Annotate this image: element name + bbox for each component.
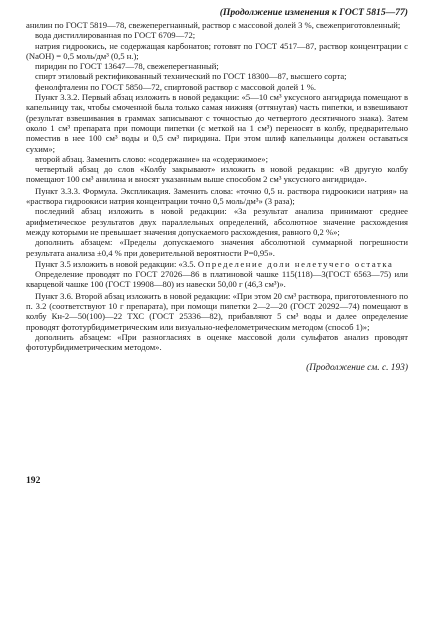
paragraph-second-abzac: второй абзац. Заменить слово: «содержание» на «содержимое»; [35, 153, 268, 164]
paragraph-residue-method: Определение проводят по ГОСТ 27026—86 в платиновой чашке 115(118)—3(ГОСТ 6563—75) или кварцевой чашке 100 (ГОСТ 19908—80) из навески 50,00 г (46,3 см³)». [26, 269, 408, 290]
continuation-note: (Продолжение см. с. 193) [306, 362, 408, 373]
paragraph-ethanol: спирт этиловый ректификованный технический по ГОСТ 18300—87, высшего сорта; [35, 71, 347, 82]
page-number: 192 [26, 475, 41, 486]
paragraph-item-3-6: Пункт 3.6. Второй абзац изложить в новой редакции: «При этом 20 см³ раствора, приготовленного по п. 3.2 (соответствуют 10 г препарата), при помощи пипетки 2—2—20 (ГОСТ 20292—74) помещают в колбу Кн-2—50(100)—22 ТХС (ГОСТ 25336—82), прибавляют 5 см³ воды и далее определение проводят фототурбидиметрическим или визуально-нефелометрическим методом (способ 1)»; [26, 290, 408, 332]
paragraph-item-3-3-2: Пункт 3.3.2. Первый абзац изложить в новой редакции: «5—10 см³ уксусного ангидрида помещают в капельницу так, чтобы смоченной была только самая нижняя (оттянутая) часть пипетки, и взвешивают (результат взвешивания в граммах записывают с точностью до четвертого десятичного знака). Затем около 1 см³ препарата при помощи пипетки (с меткой на 1 см³) переносят в колбу, предварительно поместив в нее 100 см³ воды и 0,5 см³ пиридина. При этом шлиф капельницы должен оставаться сухим»; [26, 92, 408, 154]
paragraph-aniline: анилин по ГОСТ 5819—78, свежеперегнанный, раствор с массовой долей 3 %, свежеприготовленный; [26, 20, 401, 30]
paragraph-water: вода дистиллированная по ГОСТ 6709—72; [35, 30, 196, 41]
paragraph-item-3-5 [26, 259, 408, 269]
running-header: (Продолжение изменения к ГОСТ 5815—77) [219, 7, 408, 18]
item-3-5-heading: Определение доли нелетучего остатка [197, 258, 394, 269]
paragraph-sulfate-dispute: дополнить абзацем: «При разногласиях в оценке массовой доли сульфатов анализ проводят фототурбидиметрическим методом». [26, 331, 408, 353]
paragraph-fourth-abzac: четвертый абзац до слов «Колбу закрывают» изложить в новой редакции: «В другую колбу помещают 100 см³ анилина и вносят указанным выше способом 2 см³ уксусного ангидрида». [26, 164, 408, 185]
paragraph-sodium-hydroxide: натрия гидроокись, не содержащая карбонатов; готовят по ГОСТ 4517—87, раствор концентрации с (NaOH) = 0,5 моль/дм³ (0,5 н.); [26, 40, 408, 61]
item-3-5-lead: Пункт 3.5 изложить в новой редакции: «3.5. [35, 258, 196, 269]
paragraph-last-abzac: последний абзац изложить в новой редакции: «За результат анализа принимают среднее арифметическое результатов двух параллельных определений, абсолютное значение расхождения между которыми не превышает значения допускаемого расхождения, равного 0,2 %»; [26, 206, 408, 237]
amendment-body [26, 20, 408, 353]
paragraph-pyridine: пиридин по ГОСТ 13647—78, свежеперегнанный; [35, 61, 219, 72]
paragraph-phenolphthalein: фенолфталеин по ГОСТ 5850—72, спиртовой раствор с массовой долей 1 %. [35, 81, 317, 92]
paragraph-item-3-3-3: Пункт 3.3.3. Формула. Экспликация. Заменить слова: «точно 0,5 н. раствора гидроокиси натрия» на «раствора гидроокиси натрия концентрации точно 0,5 моль/дм³» (3 раза); [26, 185, 408, 207]
paragraph-error-limits: дополнить абзацем: «Пределы допускаемого значения абсолютной суммарной погрешности результата анализа ±0,4 % при доверительной вероятности P=0,95». [26, 237, 408, 258]
